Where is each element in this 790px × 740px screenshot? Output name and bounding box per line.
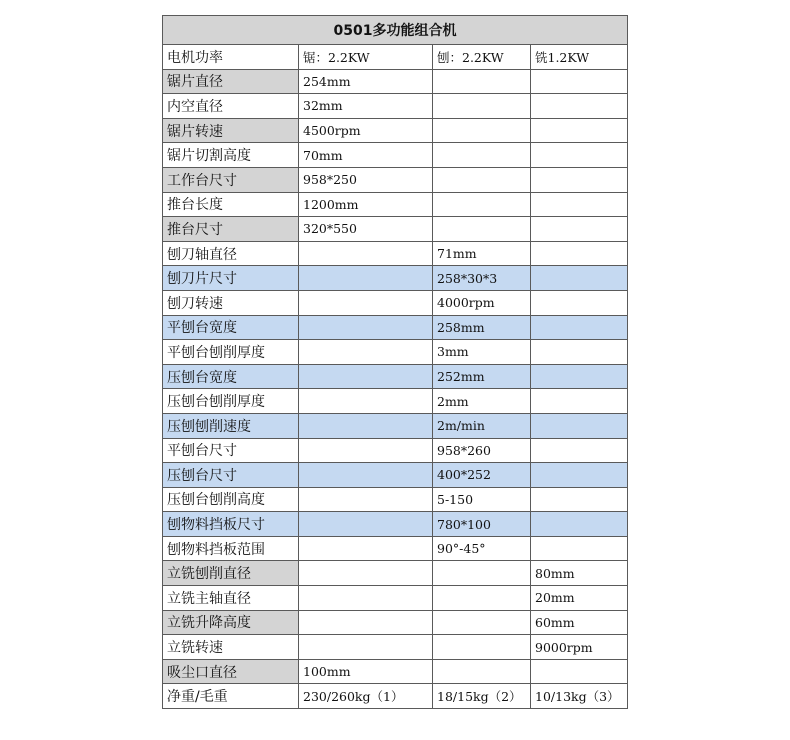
mill-value: [531, 438, 628, 463]
table-row: [163, 266, 628, 291]
spec-name: 工作台尺寸: [163, 167, 299, 192]
saw-value: 230/260kg（1）: [299, 684, 433, 709]
mill-value: [531, 512, 628, 537]
saw-value: 958*250: [299, 167, 433, 192]
mill-value: [531, 266, 628, 291]
spec-name: 压刨台刨削厚度: [163, 389, 299, 414]
mill-value: [531, 315, 628, 340]
header-row: [163, 45, 628, 70]
spec-name: 内空直径: [163, 94, 299, 119]
table-row: [163, 561, 628, 586]
table-row: [163, 94, 628, 119]
saw-value: 320*550: [299, 217, 433, 242]
spec-name: 压刨刨削速度: [163, 413, 299, 438]
plane-value: 71mm: [433, 241, 531, 266]
saw-value: [299, 536, 433, 561]
table-row: [163, 364, 628, 389]
spec-name: 刨刀轴直径: [163, 241, 299, 266]
mill-value: [531, 413, 628, 438]
mill-value: [531, 536, 628, 561]
saw-value: [299, 463, 433, 488]
plane-value: 5-150: [433, 487, 531, 512]
mill-value: 9000rpm: [531, 635, 628, 660]
plane-value: 90°-45°: [433, 536, 531, 561]
plane-value: 958*260: [433, 438, 531, 463]
saw-value: [299, 266, 433, 291]
plane-value: 4000rpm: [433, 290, 531, 315]
table-row: [163, 167, 628, 192]
plane-value: 780*100: [433, 512, 531, 537]
saw-value: [299, 290, 433, 315]
mill-value: 60mm: [531, 610, 628, 635]
saw-value: [299, 315, 433, 340]
plane-value: 258*30*3: [433, 266, 531, 291]
spec-name: 平刨台刨削厚度: [163, 340, 299, 365]
plane-value: [433, 635, 531, 660]
mill-value: 20mm: [531, 586, 628, 611]
table-row: [163, 241, 628, 266]
saw-value: [299, 635, 433, 660]
plane-value: [433, 69, 531, 94]
table-row: [163, 463, 628, 488]
saw-value: [299, 340, 433, 365]
plane-value: [433, 561, 531, 586]
saw-value: [299, 586, 433, 611]
table-row: [163, 315, 628, 340]
plane-value: 3mm: [433, 340, 531, 365]
plane-value: [433, 167, 531, 192]
table-row: [163, 340, 628, 365]
mill-value: [531, 118, 628, 143]
spec-name: 锯片转速: [163, 118, 299, 143]
plane-value: [433, 118, 531, 143]
plane-value: [433, 143, 531, 168]
saw-value: [299, 241, 433, 266]
spec-name: 刨刀转速: [163, 290, 299, 315]
spec-name: 净重/毛重: [163, 684, 299, 709]
mill-value: [531, 340, 628, 365]
table-row: [163, 536, 628, 561]
mill-value: [531, 167, 628, 192]
spec-name: 立铣主轴直径: [163, 586, 299, 611]
spec-name: 压刨台宽度: [163, 364, 299, 389]
mill-value: 10/13kg（3）: [531, 684, 628, 709]
saw-value: [299, 610, 433, 635]
mill-value: [531, 487, 628, 512]
spec-name: 压刨台尺寸: [163, 463, 299, 488]
mill-value: [531, 69, 628, 94]
saw-value: [299, 413, 433, 438]
table-row: [163, 192, 628, 217]
saw-power: 锯：2.2KW: [299, 45, 433, 70]
spec-name: 吸尘口直径: [163, 659, 299, 684]
spec-name: 推台长度: [163, 192, 299, 217]
spec-name: 刨物料挡板范围: [163, 536, 299, 561]
table-row: [163, 586, 628, 611]
title-row: [163, 16, 628, 45]
saw-value: 254mm: [299, 69, 433, 94]
plane-value: 18/15kg（2）: [433, 684, 531, 709]
mill-value: [531, 143, 628, 168]
saw-value: 1200mm: [299, 192, 433, 217]
saw-value: [299, 389, 433, 414]
table-row: [163, 635, 628, 660]
table-row: [163, 143, 628, 168]
plane-value: [433, 610, 531, 635]
plane-power: 刨：2.2KW: [433, 45, 531, 70]
plane-value: 2mm: [433, 389, 531, 414]
plane-value: [433, 659, 531, 684]
table-title: 0501多功能组合机: [163, 16, 628, 45]
spec-name: 立铣升降高度: [163, 610, 299, 635]
spec-name: 刨物料挡板尺寸: [163, 512, 299, 537]
mill-value: [531, 290, 628, 315]
spec-name: 平刨台宽度: [163, 315, 299, 340]
plane-value: 400*252: [433, 463, 531, 488]
spec-name: 刨刀片尺寸: [163, 266, 299, 291]
mill-value: [531, 192, 628, 217]
table-row: [163, 118, 628, 143]
plane-value: [433, 94, 531, 119]
mill-value: [531, 389, 628, 414]
mill-value: [531, 463, 628, 488]
plane-value: 252mm: [433, 364, 531, 389]
mill-power: 铣1.2KW: [531, 45, 628, 70]
table-row: [163, 69, 628, 94]
table-row: [163, 438, 628, 463]
saw-value: 100mm: [299, 659, 433, 684]
mill-value: [531, 659, 628, 684]
table-row: [163, 684, 628, 709]
spec-name: 锯片切割高度: [163, 143, 299, 168]
plane-value: [433, 586, 531, 611]
saw-value: 32mm: [299, 94, 433, 119]
saw-value: [299, 512, 433, 537]
table-row: [163, 512, 628, 537]
table-row: [163, 659, 628, 684]
saw-value: [299, 561, 433, 586]
spec-table-body: [163, 16, 628, 709]
plane-value: 258mm: [433, 315, 531, 340]
mill-value: 80mm: [531, 561, 628, 586]
table-row: [163, 610, 628, 635]
plane-value: [433, 217, 531, 242]
spec-name: 锯片直径: [163, 69, 299, 94]
saw-value: 4500rpm: [299, 118, 433, 143]
saw-value: [299, 487, 433, 512]
saw-value: 70mm: [299, 143, 433, 168]
table-row: [163, 290, 628, 315]
spec-name: 立铣刨削直径: [163, 561, 299, 586]
mill-value: [531, 241, 628, 266]
spec-name: 压刨台刨削高度: [163, 487, 299, 512]
motor-power-label: 电机功率: [163, 45, 299, 70]
plane-value: [433, 192, 531, 217]
spec-name: 平刨台尺寸: [163, 438, 299, 463]
mill-value: [531, 94, 628, 119]
plane-value: 2m/min: [433, 413, 531, 438]
table-row: [163, 389, 628, 414]
table-row: [163, 413, 628, 438]
mill-value: [531, 217, 628, 242]
mill-value: [531, 364, 628, 389]
spec-name: 立铣转速: [163, 635, 299, 660]
table-row: [163, 487, 628, 512]
saw-value: [299, 438, 433, 463]
spec-table: [162, 15, 628, 709]
spec-name: 推台尺寸: [163, 217, 299, 242]
saw-value: [299, 364, 433, 389]
table-row: [163, 217, 628, 242]
